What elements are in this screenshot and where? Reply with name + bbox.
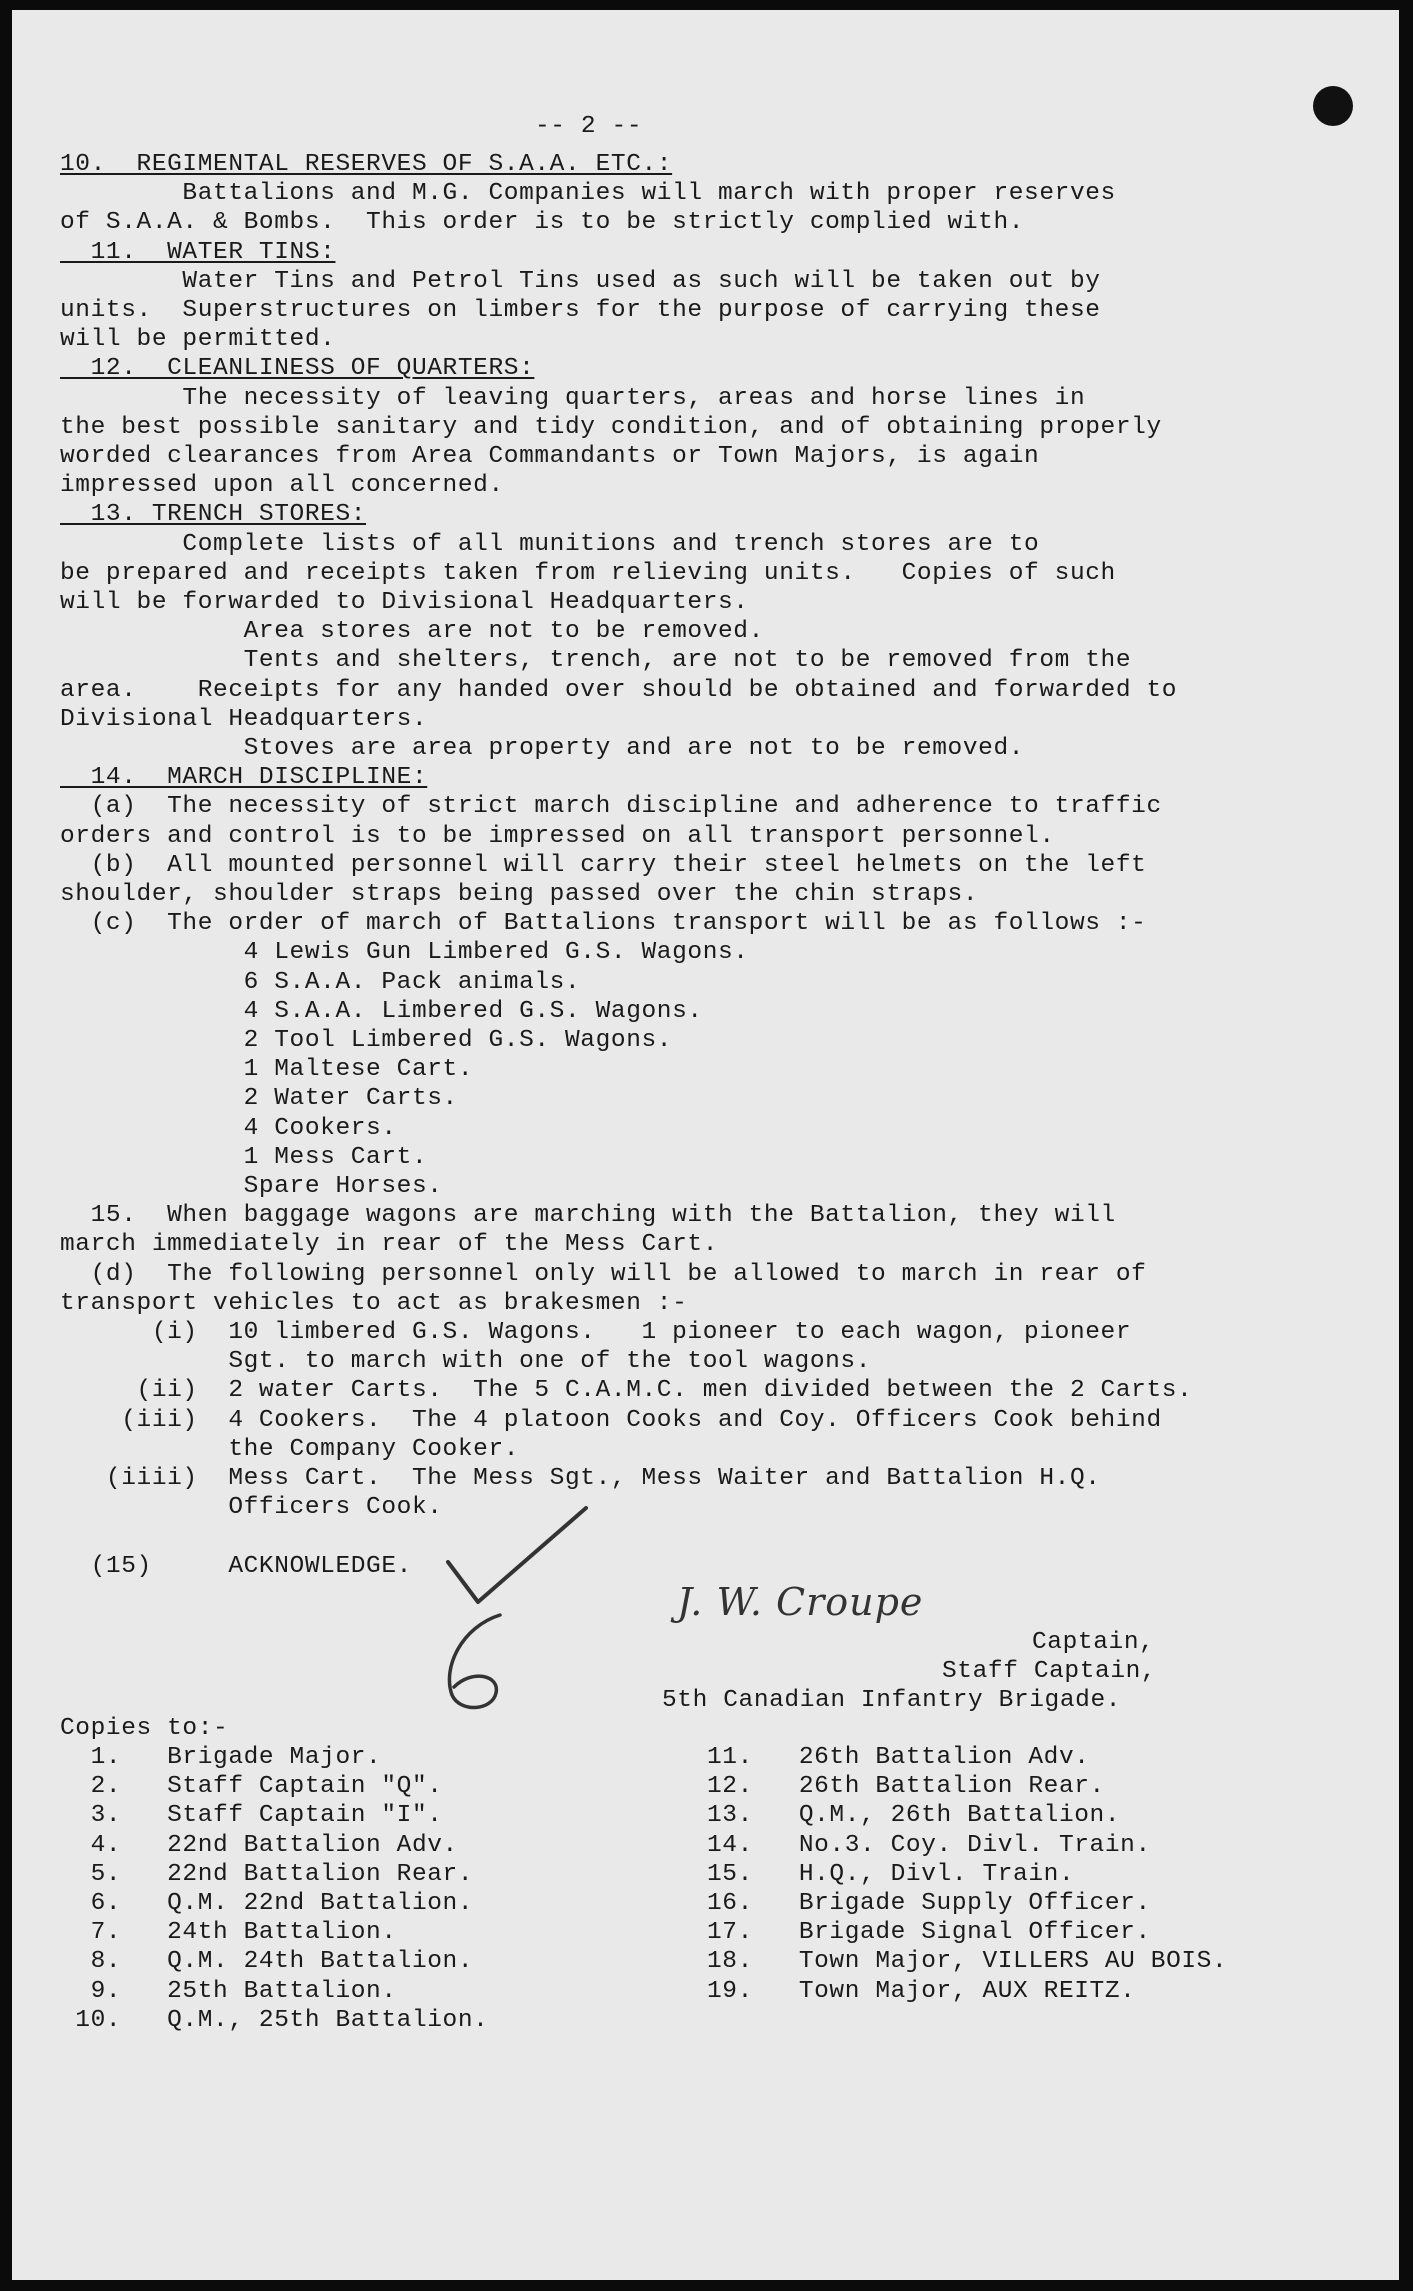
order-line: Divisional Headquarters. xyxy=(60,705,428,733)
order-line: area. Receipts for any handed over should be obtained and forwarded to xyxy=(60,676,1178,704)
order-line: Sgt. to march with one of the tool wagons. xyxy=(60,1348,872,1376)
signature: J. W. Croupe xyxy=(677,1580,924,1624)
order-line: march immediately in rear of the Mess Cart. xyxy=(60,1231,719,1259)
handwritten-mark-icon xyxy=(432,1607,532,1717)
order-line: orders and control is to be impressed on all transport personnel. xyxy=(60,822,1055,850)
order-line: Officers Cook. xyxy=(60,1494,443,1522)
order-line: Battalions and M.G. Companies will march with proper reserves xyxy=(60,180,1116,208)
copy-recipient: 2. Staff Captain "Q". xyxy=(60,1773,443,1801)
order-line: worded clearances from Area Commandants or Town Majors, is again xyxy=(60,443,1040,470)
order-line: of S.A.A. & Bombs. This order is to be strictly complied with. xyxy=(60,209,1025,237)
copy-recipient: 13. Q.M., 26th Battalion. xyxy=(707,1802,1121,1830)
order-line: 11. WATER TINS: xyxy=(60,238,336,266)
order-line: 4 Cookers. xyxy=(60,1114,397,1142)
order-line: (d) The following personnel only will be allowed to march in rear of xyxy=(60,1260,1147,1288)
order-line: (a) The necessity of strict march discipline and adherence to traffic xyxy=(60,793,1162,821)
copy-recipient: 12. 26th Battalion Rear. xyxy=(707,1773,1105,1801)
copy-recipient: 11. 26th Battalion Adv. xyxy=(707,1744,1090,1771)
order-line: 6 S.A.A. Pack animals. xyxy=(60,968,581,996)
copy-recipient: 19. Town Major, AUX REITZ. xyxy=(707,1977,1136,2005)
order-line: Stoves are area property and are not to be removed. xyxy=(60,735,1025,762)
order-line: Tents and shelters, trench, are not to be removed from the xyxy=(60,647,1132,675)
order-line: (15) ACKNOWLEDGE. xyxy=(60,1552,412,1580)
order-line: 13. TRENCH STORES: xyxy=(60,501,367,529)
order-line: 12. CLEANLINESS OF QUARTERS: xyxy=(60,355,535,383)
order-line: will be forwarded to Divisional Headquarters. xyxy=(60,589,749,616)
order-line: 1 Maltese Cart. xyxy=(60,1056,474,1084)
copy-recipient: 17. Brigade Signal Officer. xyxy=(707,1919,1151,1947)
copy-recipient: 10. Q.M., 25th Battalion. xyxy=(60,2006,489,2034)
order-line: The necessity of leaving quarters, areas and horse lines in xyxy=(60,384,1086,412)
checkmark-icon xyxy=(442,1502,592,1612)
copies-heading: Copies to:- xyxy=(60,1715,229,1742)
order-line: 4 S.A.A. Limbered G.S. Wagons. xyxy=(60,997,703,1025)
order-line: Complete lists of all munitions and trench stores are to xyxy=(60,530,1040,558)
order-line: the best possible sanitary and tidy condition, and of obtaining properly xyxy=(60,413,1162,441)
order-line: 1 Mess Cart. xyxy=(60,1143,428,1171)
copy-recipient: 4. 22nd Battalion Adv. xyxy=(60,1831,458,1859)
document-page xyxy=(12,10,1399,2280)
order-line: the Company Cooker. xyxy=(60,1435,520,1463)
copy-recipient: 9. 25th Battalion. xyxy=(60,1977,397,2005)
order-line: 14. MARCH DISCIPLINE: xyxy=(60,764,428,792)
order-line: (b) All mounted personnel will carry their steel helmets on the left xyxy=(60,851,1147,879)
order-line: Area stores are not to be removed. xyxy=(60,618,764,646)
order-line: 10. REGIMENTAL RESERVES OF S.A.A. ETC.: xyxy=(60,151,673,178)
copy-recipient: 7. 24th Battalion. xyxy=(60,1919,397,1947)
copy-recipient: 1. Brigade Major. xyxy=(60,1744,382,1771)
copy-recipient: 3. Staff Captain "I". xyxy=(60,1802,443,1830)
order-line: (c) The order of march of Battalions transport will be as follows :- xyxy=(60,910,1147,938)
order-line: will be permitted. xyxy=(60,326,336,354)
copy-recipient: 8. Q.M. 24th Battalion. xyxy=(60,1948,474,1976)
copy-recipient: 15. H.Q., Divl. Train. xyxy=(707,1860,1075,1888)
order-line: 15. When baggage wagons are marching with the Battalion, they will xyxy=(60,1202,1116,1230)
order-line: 2 Water Carts. xyxy=(60,1085,458,1113)
order-line: transport vehicles to act as brakesmen :- xyxy=(60,1289,688,1317)
order-line: (iiii) Mess Cart. The Mess Sgt., Mess Waiter and Battalion H.Q. xyxy=(60,1465,1101,1492)
order-line: (i) 10 limbered G.S. Wagons. 1 pioneer to each wagon, pioneer xyxy=(60,1319,1132,1346)
order-line: 4 Lewis Gun Limbered G.S. Wagons. xyxy=(60,939,749,967)
page-number: -- 2 -- xyxy=(535,113,643,140)
signatory-appointment: Staff Captain, xyxy=(942,1658,1157,1685)
order-line: 2 Tool Limbered G.S. Wagons. xyxy=(60,1027,673,1054)
copy-recipient: 5. 22nd Battalion Rear. xyxy=(60,1860,474,1888)
order-line: Spare Horses. xyxy=(60,1173,443,1200)
order-line: shoulder, shoulder straps being passed over the chin straps. xyxy=(60,881,979,908)
order-line: Water Tins and Petrol Tins used as such will be taken out by xyxy=(60,267,1101,295)
order-line: impressed upon all concerned. xyxy=(60,472,504,500)
order-line: be prepared and receipts taken from relieving units. Copies of such xyxy=(60,559,1116,587)
copy-recipient: 6. Q.M. 22nd Battalion. xyxy=(60,1890,474,1917)
ink-blot xyxy=(1313,86,1353,126)
signatory-rank: Captain, xyxy=(1032,1629,1155,1656)
signatory-formation: 5th Canadian Infantry Brigade. xyxy=(662,1687,1122,1714)
copy-recipient: 14. No.3. Coy. Divl. Train. xyxy=(707,1831,1151,1859)
order-line: (iii) 4 Cookers. The 4 platoon Cooks and Coy. Officers Cook behind xyxy=(60,1406,1162,1434)
order-line: units. Superstructures on limbers for the purpose of carrying these xyxy=(60,297,1101,324)
copy-recipient: 18. Town Major, VILLERS AU BOIS. xyxy=(707,1948,1228,1976)
order-line: (ii) 2 water Carts. The 5 C.A.M.C. men divided between the 2 Carts. xyxy=(60,1377,1193,1405)
copy-recipient: 16. Brigade Supply Officer. xyxy=(707,1890,1151,1917)
